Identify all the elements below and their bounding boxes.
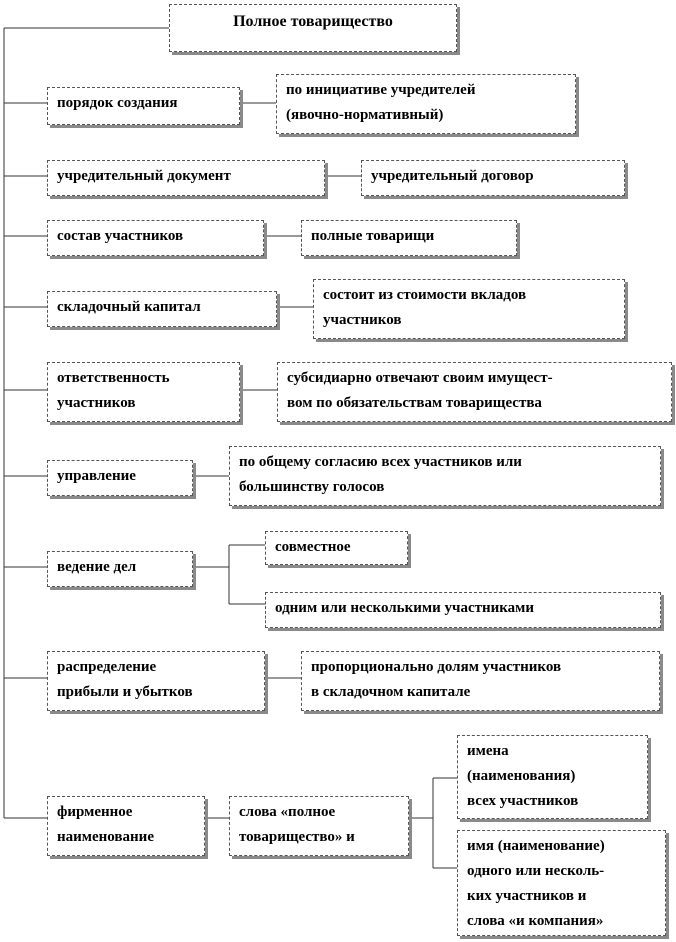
label-text: складочный капитал <box>57 299 201 315</box>
value-text: состоит из стоимости вкладов участников <box>323 287 527 328</box>
middle-box-firm-name <box>229 796 409 856</box>
label-box-business-conduct <box>47 551 193 587</box>
label-text: фирменное наименование <box>57 804 154 845</box>
value-text: субсидиарно отвечают своим имущест- вом по обязательствам товарищества <box>287 370 553 411</box>
value-text: имена (наименования) всех участников <box>467 743 579 809</box>
label-text: распределение прибыли и убытков <box>57 659 193 700</box>
label-box-liability <box>47 362 240 422</box>
label-box-profit-distribution <box>47 651 265 711</box>
value-text: пропорционально долям участников в складочном капитале <box>311 659 562 700</box>
diagram-title: Полное товарищество <box>233 13 393 30</box>
value-text: по инициативе учредителей (явочно-нормативный) <box>286 82 476 123</box>
value-box-management <box>229 446 661 506</box>
label-box-creation <box>47 87 240 125</box>
value-text: по общему согласию всех участников или большинству голосов <box>239 454 522 495</box>
label-box-participants <box>47 220 264 256</box>
title-box <box>169 4 457 52</box>
label-box-capital <box>47 291 277 327</box>
value-box-joint <box>265 531 408 565</box>
value-box-founding-document <box>361 160 625 196</box>
value-box-creation <box>276 74 576 134</box>
value-box-capital <box>313 279 625 339</box>
label-box-management <box>47 460 193 496</box>
label-text: управление <box>57 468 136 484</box>
label-box-firm-name <box>47 796 205 856</box>
value-box-participants <box>301 220 517 256</box>
label-text: учредительный документ <box>57 168 231 184</box>
label-text: порядок создания <box>57 95 178 111</box>
value-text: одним или несколькими участниками <box>275 600 535 616</box>
value-box-one-or-several <box>265 592 661 628</box>
value-text: слова «полное товарищество» и <box>239 804 355 845</box>
value-text: полные товарищи <box>311 228 435 244</box>
label-text: состав участников <box>57 228 184 244</box>
value-box-profit-distribution <box>301 651 660 711</box>
value-text: совместное <box>275 539 351 555</box>
value-text: учредительный договор <box>371 168 534 184</box>
label-text: ответственность участников <box>57 370 170 411</box>
label-text: ведение дел <box>57 559 137 575</box>
value-box-liability <box>277 362 672 422</box>
value-box-all-participants <box>457 735 648 819</box>
value-text: имя (наименование) одного или несколь- ких участников и слова «и компания» <box>467 838 605 929</box>
label-box-founding-document <box>47 160 325 196</box>
value-box-and-company <box>457 830 666 936</box>
